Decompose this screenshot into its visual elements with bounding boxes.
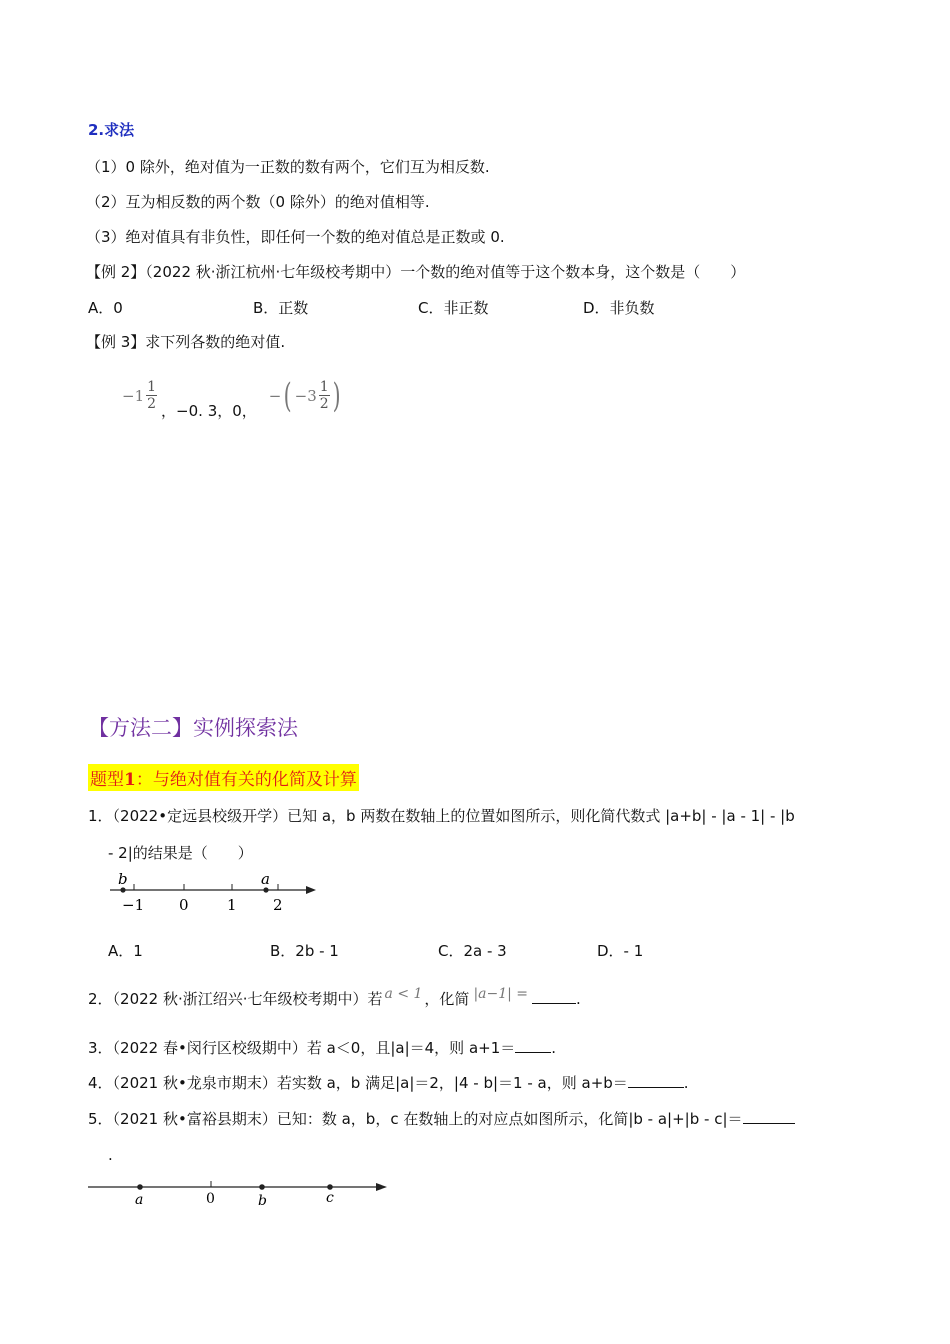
- point-a-dot: [263, 887, 268, 892]
- question-2-end: .: [576, 990, 581, 1008]
- question-5-answer-blank[interactable]: [743, 1109, 795, 1124]
- question-3-answer-blank[interactable]: [515, 1038, 551, 1053]
- question-1-line-2: ‐ 2|的结果是（ ）: [108, 844, 253, 862]
- axis-label-a: a: [135, 1192, 144, 1208]
- number-line-1: [104, 870, 324, 916]
- axis-label-neg1: −1: [122, 896, 145, 914]
- fraction-2-den: 2: [319, 396, 329, 412]
- question-2-text: 2．（2022 秋·浙江绍兴·七年级校考期中）若: [88, 990, 383, 1008]
- question-5: [88, 1108, 795, 1129]
- mixed-number-int-2: −3: [294, 386, 317, 405]
- fraction-1-num: 1: [147, 379, 157, 395]
- method-heading: 【方法二】实例探索法: [88, 716, 298, 740]
- section-heading: 2.求法: [88, 121, 135, 139]
- question-5-end: .: [108, 1146, 113, 1164]
- left-paren: (: [284, 375, 292, 416]
- question-3: [88, 1037, 556, 1058]
- fraction-1-den: 2: [147, 396, 157, 412]
- example-2-text: 【例 2】（2022 秋·浙江杭州·七年级校考期中）一个数的绝对值等于这个数本身，这个数是（ ）: [86, 263, 746, 281]
- axis-label-0: 0: [179, 896, 189, 914]
- fraction-2: [319, 380, 330, 411]
- question-3-end: .: [551, 1039, 557, 1057]
- question-2-text-2: ，化简: [424, 990, 470, 1008]
- question-1-option-a: A．1: [108, 942, 143, 960]
- example-3-text: 【例 3】求下列各数的绝对值.: [86, 333, 286, 351]
- fraction-2-num: 1: [319, 379, 329, 395]
- point-c-dot: [327, 1184, 333, 1190]
- number-separator: ，−0. 3，0，: [161, 402, 257, 420]
- question-1-line-1: 1．（2022•定远县校级开学）已知 a，b 两数在数轴上的位置如图所示，则化简代数式 |a+b| ‐ |a ‐ 1| ‐ |b: [88, 807, 795, 825]
- point-a-label: a: [261, 870, 270, 888]
- point-b-dot: [120, 887, 125, 892]
- type-heading-num: 1: [124, 770, 136, 790]
- question-2-answer-blank[interactable]: [532, 989, 576, 1004]
- axis-label-b: b: [258, 1193, 267, 1209]
- rule-item-3: （3）绝对值具有非负性，即任何一个数的绝对值总是正数或 0.: [86, 228, 505, 246]
- negation-sign: −: [268, 386, 282, 405]
- type-heading-rest: ：与绝对值有关的化简及计算: [135, 770, 357, 790]
- fraction-1: [146, 380, 157, 411]
- axis-label-c: c: [326, 1190, 334, 1206]
- point-b-dot: [259, 1184, 265, 1190]
- question-4-text: 4．（2021 秋•龙泉市期末）若实数 a，b 满足|a|＝2，|4 ‐ b|＝1 ‐ a，则 a+b＝: [88, 1074, 628, 1092]
- example-2-option-b: B．正数: [253, 299, 309, 317]
- point-b-label: b: [118, 870, 128, 888]
- number-line-1-arrow: [306, 886, 316, 894]
- axis-label-2: 2: [273, 896, 283, 914]
- question-4: [88, 1072, 689, 1093]
- question-1-option-d: D．‐ 1: [597, 942, 644, 960]
- axis-label-0: 0: [206, 1191, 215, 1207]
- example-2-option-d: D．非负数: [583, 299, 655, 317]
- type-heading-prefix: 题型: [90, 770, 124, 790]
- question-4-answer-blank[interactable]: [628, 1073, 684, 1088]
- question-2: [88, 988, 581, 1009]
- rule-item-1: （1）0 除外，绝对值为一正数的数有两个，它们互为相反数.: [86, 158, 490, 176]
- right-paren: ): [332, 375, 341, 416]
- number-line-2: [84, 1174, 394, 1214]
- question-2-expression: |a−1| =: [473, 986, 529, 1002]
- question-3-text: 3．（2022 春•闵行区校级期中）若 a＜0，且|a|＝4，则 a+1＝: [88, 1039, 516, 1057]
- question-1-option-c: C．2a ‐ 3: [438, 942, 507, 960]
- point-a-dot: [137, 1184, 143, 1190]
- mixed-number-int: −1: [122, 386, 145, 405]
- question-4-end: .: [683, 1074, 689, 1092]
- question-5-text: 5．（2021 秋•富裕县期末）已知：数 a，b，c 在数轴上的对应点如图所示，化简|b ‐ a|+|b ‐ c|＝: [88, 1110, 743, 1128]
- example-2-option-c: C．非正数: [418, 299, 489, 317]
- example-2-option-a: A．0: [88, 299, 123, 317]
- example-3-numbers: [122, 370, 343, 421]
- axis-label-1: 1: [227, 896, 237, 914]
- question-2-condition: a < 1: [384, 986, 423, 1002]
- number-line-2-arrow: [376, 1183, 387, 1191]
- type-heading: [88, 764, 359, 791]
- question-1-option-b: B．2b ‐ 1: [270, 942, 339, 960]
- rule-item-2: （2）互为相反数的两个数（0 除外）的绝对值相等.: [86, 193, 430, 211]
